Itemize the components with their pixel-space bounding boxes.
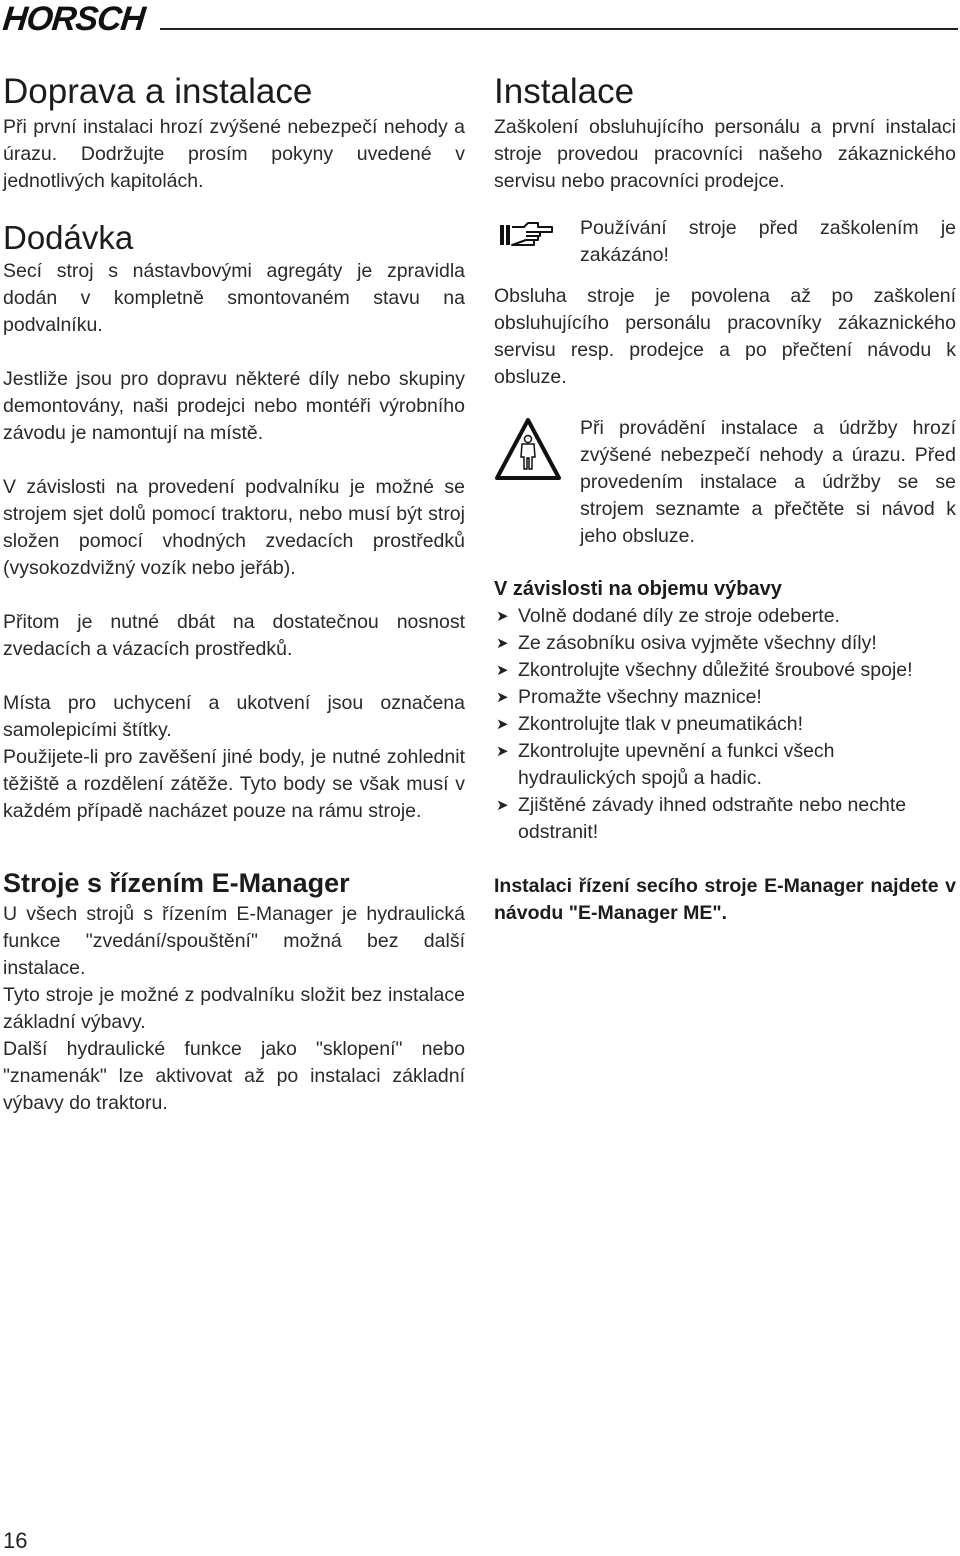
delivery-p1: Secí stroj s nástavbovými agregáty je zpravidla dodán v kompletně smontovaném stavu na podvalníku. xyxy=(3,260,465,336)
header-rule xyxy=(160,28,958,30)
emanager-p1: U všech strojů s řízením E-Manager je hydraulická funkce "zvedání/spouštění" možná bez další instalace. xyxy=(3,903,465,979)
checklist-item: ➤ Zkontrolujte všechny důležité šroubové spoje! xyxy=(494,657,956,684)
arrowhead-bullet-icon: ➤ xyxy=(496,716,509,733)
delivery-p5: Místa pro uchycení a ukotvení jsou označena samolepicími štítky. xyxy=(3,692,465,741)
arrowhead-bullet-icon: ➤ xyxy=(496,689,509,706)
warning-text: Při provádění instalace a údržby hrozí zvýšené nebezpečí nehody a úrazu. Před provedením instalace a údržby se se strojem seznamte a přečtěte si návod k jeho obsluze. xyxy=(580,417,956,547)
training-note-text: Používání stroje před zaškolením je zakázáno! xyxy=(580,217,956,266)
emanager-p2: Tyto stroje je možné z podvalníku složit bez instalace základní výbavy. xyxy=(3,984,465,1033)
warning-triangle-icon xyxy=(494,417,562,486)
arrowhead-bullet-icon: ➤ xyxy=(496,662,509,679)
emanager-p3: Další hydraulické funkce jako "sklopení" nebo "znamenák" lze aktivovat až po instalaci základní výbavy do traktoru. xyxy=(3,1038,465,1114)
brand-logo: HORSCH xyxy=(1,0,147,38)
delivery-title: Dodávka xyxy=(3,219,134,256)
arrowhead-bullet-icon: ➤ xyxy=(496,743,509,760)
checklist-item: ➤ Zkontrolujte upevnění a funkci všech hydraulických spojů a hadic. xyxy=(496,740,835,789)
delivery-p6: Použijete-li pro zavěšení jiné body, je nutné zohlednit těžiště a rozdělení zátěže. Tyto body se však musí v každém případě nacházet pouze na rámu stroje. xyxy=(3,746,465,822)
transport-intro: Při první instalaci hrozí zvýšené nebezpečí nehody a úrazu. Dodržujte prosím pokyny uvedené v jednotlivých kapitolách. xyxy=(3,116,465,192)
checklist-item: ➤ Ze zásobníku osiva vyjměte všechny díly! xyxy=(494,630,956,657)
left-column xyxy=(3,70,465,1117)
right-column xyxy=(494,70,956,927)
arrowhead-bullet-icon: ➤ xyxy=(496,608,509,625)
checklist-item: ➤ Promažte všechny maznice! xyxy=(494,684,956,711)
delivery-p2: Jestliže jsou pro dopravu některé díly nebo skupiny demontovány, naši prodejci nebo montéři výrobního závodu je namontují na místě. xyxy=(3,368,465,444)
emanager-reference: Instalaci řízení secího stroje E-Manager najdete v návodu "E-Manager ME". xyxy=(494,875,956,924)
checklist-item: ➤ Zjištěné závady ihned odstraňte nebo nechte odstranit! xyxy=(496,794,907,843)
pointing-hand-icon xyxy=(498,219,554,254)
warning-note xyxy=(494,415,956,550)
equipment-title: V závislosti na objemu výbavy xyxy=(494,578,782,600)
delivery-p3: V závislosti na provedení podvalníku je možné se strojem sjet dolů pomocí traktoru, nebo musí být stroj složen pomocí vhodných zvedacích prostředků (vysokozdvižný vozík nebo jeřáb). xyxy=(3,476,465,579)
emanager-title: Stroje s řízením E-Manager xyxy=(3,868,350,898)
arrowhead-bullet-icon: ➤ xyxy=(496,797,509,814)
checklist-item: ➤ Zkontrolujte tlak v pneumatikách! xyxy=(494,711,956,738)
transport-title: Doprava a instalace xyxy=(3,72,313,111)
training-note xyxy=(494,215,956,269)
equipment-checklist xyxy=(494,603,956,846)
page-number: 16 xyxy=(3,1528,28,1553)
install-p1: Zaškolení obsluhujícího personálu a první instalaci stroje provedou pracovníci našeho zákaznického servisu nebo pracovníci prodejce. xyxy=(494,116,956,192)
delivery-p4: Přitom je nutné dbát na dostatečnou nosnost zvedacích a vázacích prostředků. xyxy=(3,611,465,660)
install-p2: Obsluha stroje je povolena až po zaškolení obsluhujícího personálu pracovníky zákaznického servisu resp. prodejce a po přečtení návodu k obsluze. xyxy=(494,285,956,388)
arrowhead-bullet-icon: ➤ xyxy=(496,635,509,652)
install-title: Instalace xyxy=(494,72,635,111)
checklist-item: ➤ Volně dodané díly ze stroje odeberte. xyxy=(494,603,956,630)
